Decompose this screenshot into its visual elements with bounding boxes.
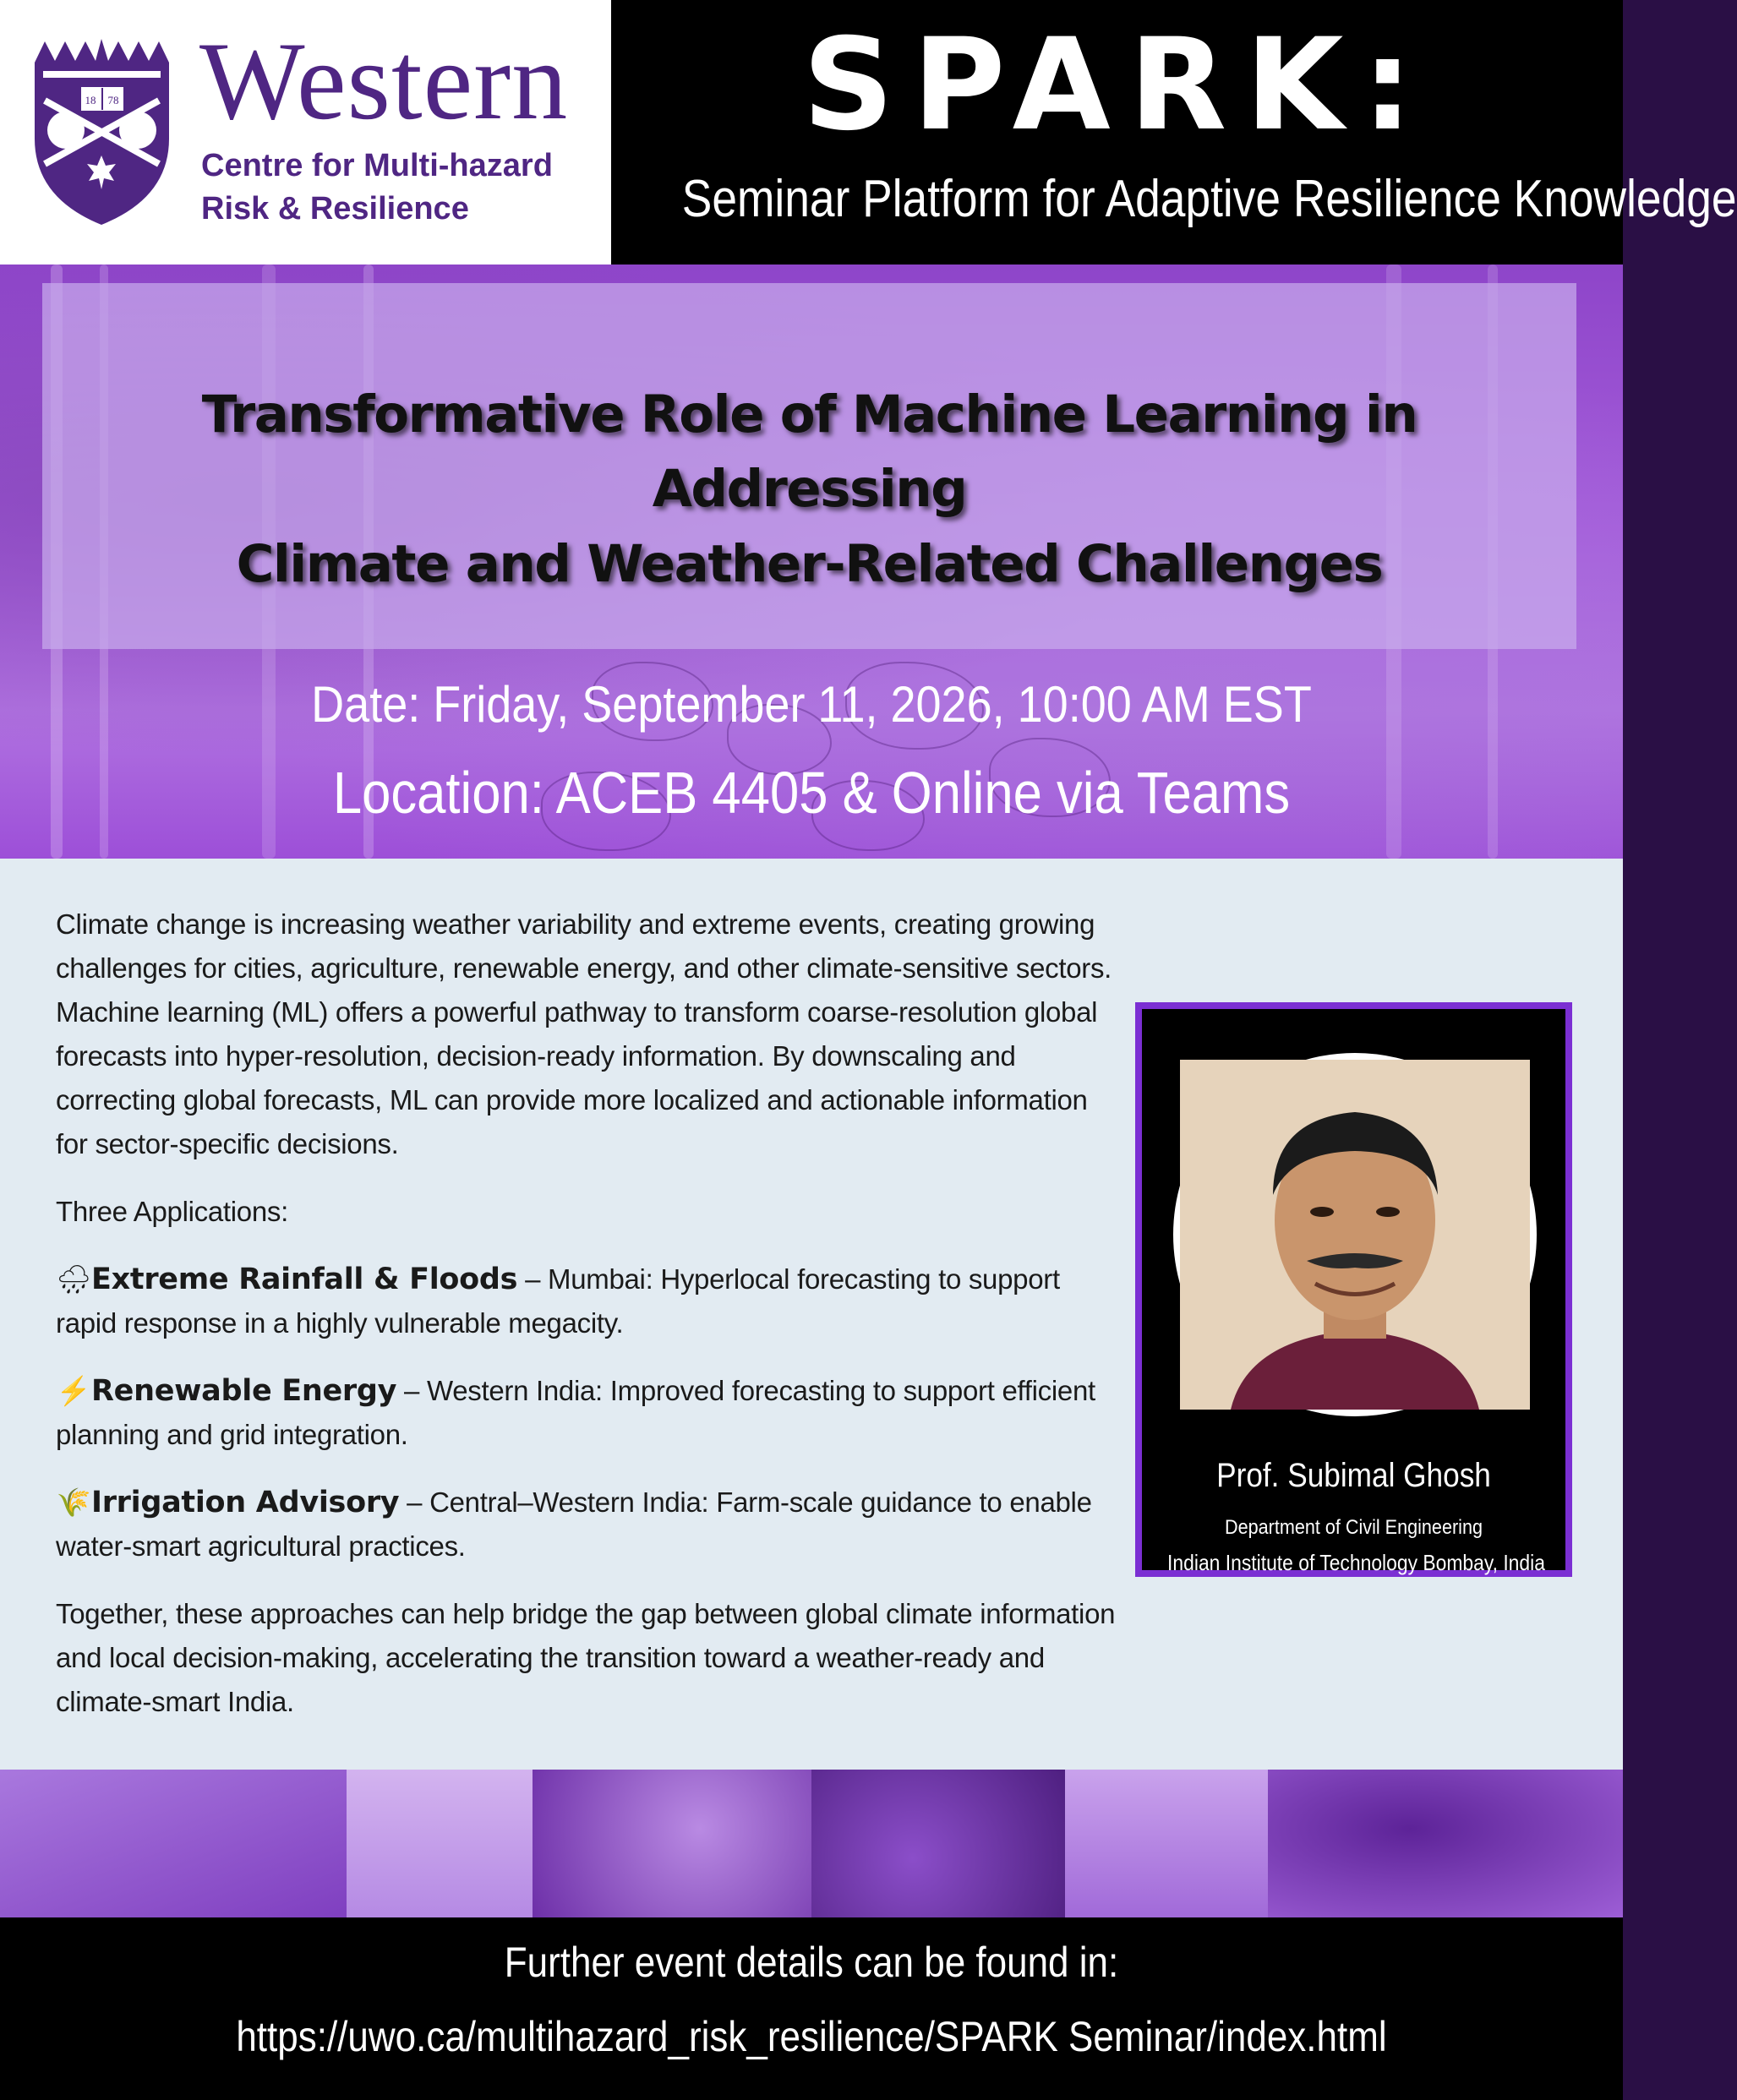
application-title: Irrigation Advisory [91, 1486, 400, 1519]
rain-cloud-icon: 🌧 [56, 1263, 91, 1295]
strip-photo [533, 1770, 811, 1917]
speaker-card [1135, 1002, 1572, 1577]
application-text: – Central–Western India: Farm-scale guidance to enable water-smart agricultural practices. [56, 1486, 1092, 1562]
western-logo[interactable] [0, 0, 611, 265]
talk-title-line2: Climate and Weather-Related Challenges [236, 533, 1383, 594]
event-location: Location: ACEB 4405 & Online via Teams [332, 760, 1291, 826]
abstract-text [56, 903, 1121, 1748]
header [0, 0, 1737, 265]
decorative-image-strip [0, 1770, 1623, 1917]
talk-title-line1: Transformative Role of Machine Learning in Addressing [201, 385, 1417, 520]
series-title-panel [611, 0, 1737, 265]
application-item [56, 1369, 1121, 1457]
strip-photo [1268, 1770, 1623, 1917]
centre-name-line2: Risk & Resilience [201, 191, 469, 226]
series-title: SPARK: [802, 12, 1432, 159]
strip-photo [1065, 1770, 1268, 1917]
event-date: Date: Friday, September 11, 2026, 10:00 AM EST [311, 676, 1312, 733]
svg-text:78: 78 [107, 94, 119, 106]
abstract-intro: Climate change is increasing weather variability and extreme events, creating growing challenges for cities, agriculture, renewable energy, and other climate-sensitive sectors. Machine learning (ML) offers a powerful pathway to transform coarse-resolution global forecasts into hyper-resolution, decision-ready information. By downscaling and correcting global forecasts, ML can provide more localized and actionable information for sector-specific decisions. [56, 908, 1112, 1159]
strip-photo [811, 1770, 1065, 1917]
abstract-section [0, 859, 1623, 1770]
lightning-icon: ⚡ [56, 1375, 91, 1406]
western-shield-icon [28, 37, 176, 227]
strip-photo [0, 1770, 347, 1917]
footer-caption: Further event details can be found in: [504, 1939, 1119, 1986]
event-details-link[interactable]: https://uwo.ca/multihazard_risk_resilience/SPARK Seminar/index.html [236, 2013, 1387, 2060]
svg-text:18: 18 [85, 94, 96, 106]
talk-title-box [42, 283, 1576, 649]
application-title: Extreme Rainfall & Floods [91, 1263, 518, 1296]
abstract-conclusion: Together, these approaches can help bridge the gap between global climate information and local decision-making, accelerating the transition toward a weather-ready and climate-smart India. [56, 1598, 1116, 1717]
western-wordmark: Western [199, 19, 569, 143]
application-item [56, 1257, 1121, 1345]
centre-name-line1: Centre for Multi-hazard [201, 148, 553, 183]
applications-heading: Three Applications: [56, 1196, 288, 1227]
talk-title [93, 378, 1526, 602]
application-title: Renewable Energy [91, 1374, 397, 1408]
application-text: – Western India: Improved forecasting to support efficient planning and grid integration. [56, 1375, 1095, 1450]
hero-banner [0, 265, 1623, 859]
speaker-department: Department of Civil Engineering [1225, 1516, 1483, 1539]
footer [0, 1917, 1623, 2100]
speaker-portrait-icon [1180, 1060, 1530, 1410]
speaker-photo [1173, 1053, 1537, 1416]
series-subtitle: Seminar Platform for Adaptive Resilience Knowledge [681, 170, 1737, 228]
strip-photo [347, 1770, 533, 1917]
speaker-name: Prof. Subimal Ghosh [1216, 1457, 1491, 1494]
application-text: – Mumbai: Hyperlocal forecasting to support rapid response in a highly vulnerable megacity. [56, 1263, 1060, 1339]
rice-sheaf-icon: 🌾 [56, 1486, 91, 1518]
speaker-institution: Indian Institute of Technology Bombay, India [1167, 1550, 1545, 1575]
application-item [56, 1481, 1121, 1568]
